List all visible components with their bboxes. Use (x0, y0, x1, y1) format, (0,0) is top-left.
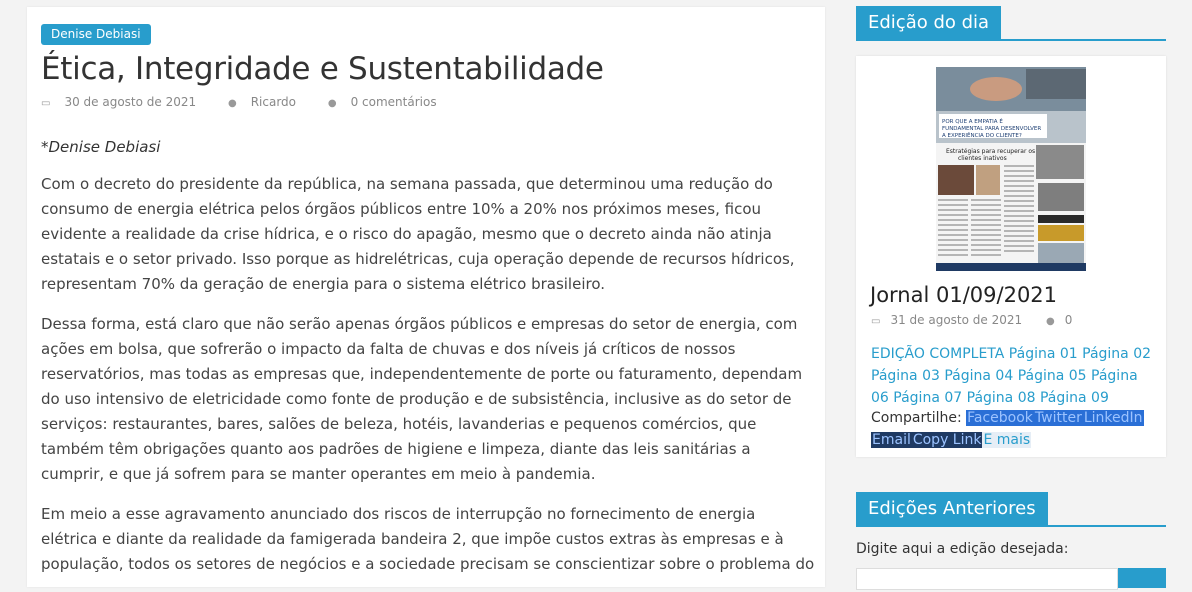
share-linkedin-link[interactable]: LinkedIn (1083, 410, 1143, 426)
edition-widget-title-text: Edição do dia (856, 6, 1001, 39)
cover-subhead-line: clientes inativos (958, 155, 1007, 162)
article-paragraph: Em meio a esse agravamento anunciado dos riscos de interrupção no fornecimento de energia elétrica e diante da realidade da famigerada bandeira 2, que impõe custos extras às empresas e à população, todos os setores de negócios e a sociedade precisam se conscientizar sobre o problema do (41, 505, 815, 573)
link-pagina-01[interactable]: Página 01 (1008, 346, 1078, 362)
comment-icon: ● (1045, 316, 1055, 327)
edition-date-text: 31 de agosto de 2021 (890, 313, 1023, 327)
newspaper-cover-image (936, 67, 1086, 271)
article-paragraph: Dessa forma, está claro que não serão apenas órgãos públicos e empresas do setor de energia, com ações em bolsa, que sofrerão o impacto da falta de chuvas e dos níveis já críticos de nossos reservatórios, mas todas as empresas que, independentemente de porte ou faturamento, dependam do uso intensivo de eletricidade como fonte de produção e de subsistência, inclusive as do setor de serviços: restaurantes, bares, salões de beleza, hotéis, lavanderias e pequenos comércios, que também têm obrigações quanto aos padrões de higiene e limpeza, diante das leis sanitárias a cumprir, e que já sofrem para se manter operantes em meio à pandemia. (41, 315, 803, 483)
comment-icon: ● (327, 98, 337, 109)
user-icon: ● (227, 98, 237, 109)
share-email-link[interactable]: Email (872, 432, 911, 448)
post-date-text: 30 de agosto de 2021 (64, 95, 197, 109)
newspaper-cover-thumbnail[interactable] (936, 67, 1086, 271)
article-card (27, 7, 825, 587)
post-date[interactable] (41, 95, 210, 109)
edition-comments[interactable] (1046, 313, 1082, 327)
previous-editions-title-text: Edições Anteriores (856, 492, 1048, 525)
article-meta (41, 95, 465, 109)
link-pagina-03[interactable]: Página 03 (871, 368, 940, 384)
article-byline: *Denise Debiasi (41, 138, 161, 156)
link-pagina-06[interactable]: Página 06 (871, 368, 1138, 406)
link-pagina-05[interactable]: Página 05 (1017, 368, 1087, 384)
cover-subhead-line: Estratégias para recuperar os (946, 148, 1036, 155)
share-facebook-link[interactable]: Facebook (967, 410, 1033, 426)
edition-search-button[interactable] (1118, 568, 1166, 588)
edition-widget-title (856, 6, 1166, 41)
link-edicao-completa[interactable]: EDIÇÃO COMPLETA (871, 346, 1005, 362)
edition-page-links (871, 343, 1156, 409)
post-author[interactable] (228, 95, 310, 109)
edition-widget (856, 56, 1166, 457)
link-pagina-07[interactable]: Página 07 (893, 390, 963, 406)
share-twitter-link[interactable]: Twitter (1034, 410, 1082, 426)
edition-search-label: Digite aqui a edição desejada: (856, 541, 1069, 557)
post-comments[interactable] (328, 95, 451, 109)
cover-headline-line: POR QUE A EMPATIA É (942, 119, 1003, 125)
share-more-link[interactable]: E mais (983, 432, 1031, 448)
link-pagina-09[interactable]: Página 09 (1039, 390, 1109, 406)
calendar-icon: ▭ (871, 316, 881, 327)
previous-editions-widget-title (856, 492, 1166, 527)
edition-search-input[interactable] (856, 568, 1118, 590)
edition-meta (871, 313, 1092, 327)
share-row (871, 407, 1161, 451)
edition-date[interactable] (871, 313, 1032, 327)
copy-link-button[interactable]: Copy Link (912, 432, 982, 448)
post-author-text: Ricardo (250, 95, 297, 109)
link-pagina-02[interactable]: Página 02 (1082, 346, 1152, 362)
post-comments-text: 0 comentários (350, 95, 437, 109)
article-content (41, 135, 816, 592)
article-paragraph: Com o decreto do presidente da república, na semana passada, que determinou uma redução do consumo de energia elétrica pelos órgãos públicos entre 10% a 20% nos próximos meses, ficou evidente a realidade da crise hídrica, e o risco do apagão, mesmo que o decreto ainda não atinja estatais e o setor privado. Isso porque as hidrelétricas, cuja operação depende de recursos hídricos, representam 70% da geração de energia para o sistema elétrico brasileiro. (41, 175, 795, 293)
article-title[interactable]: Ética, Integridade e Sustentabilidade (41, 51, 604, 87)
share-label: Compartilhe: (871, 410, 962, 426)
calendar-icon: ▭ (41, 98, 51, 109)
cover-headline-line: A EXPERIÊNCIA DO CLIENTE? (942, 133, 1022, 139)
link-pagina-08[interactable]: Página 08 (966, 390, 1036, 406)
edition-comments-text: 0 (1064, 313, 1073, 327)
link-pagina-04[interactable]: Página 04 (944, 368, 1014, 384)
cover-headline-line: FUNDAMENTAL PARA DESENVOLVER (942, 126, 1042, 132)
category-badge[interactable]: Denise Debiasi (41, 24, 151, 45)
edition-title[interactable]: Jornal 01/09/2021 (870, 283, 1058, 307)
